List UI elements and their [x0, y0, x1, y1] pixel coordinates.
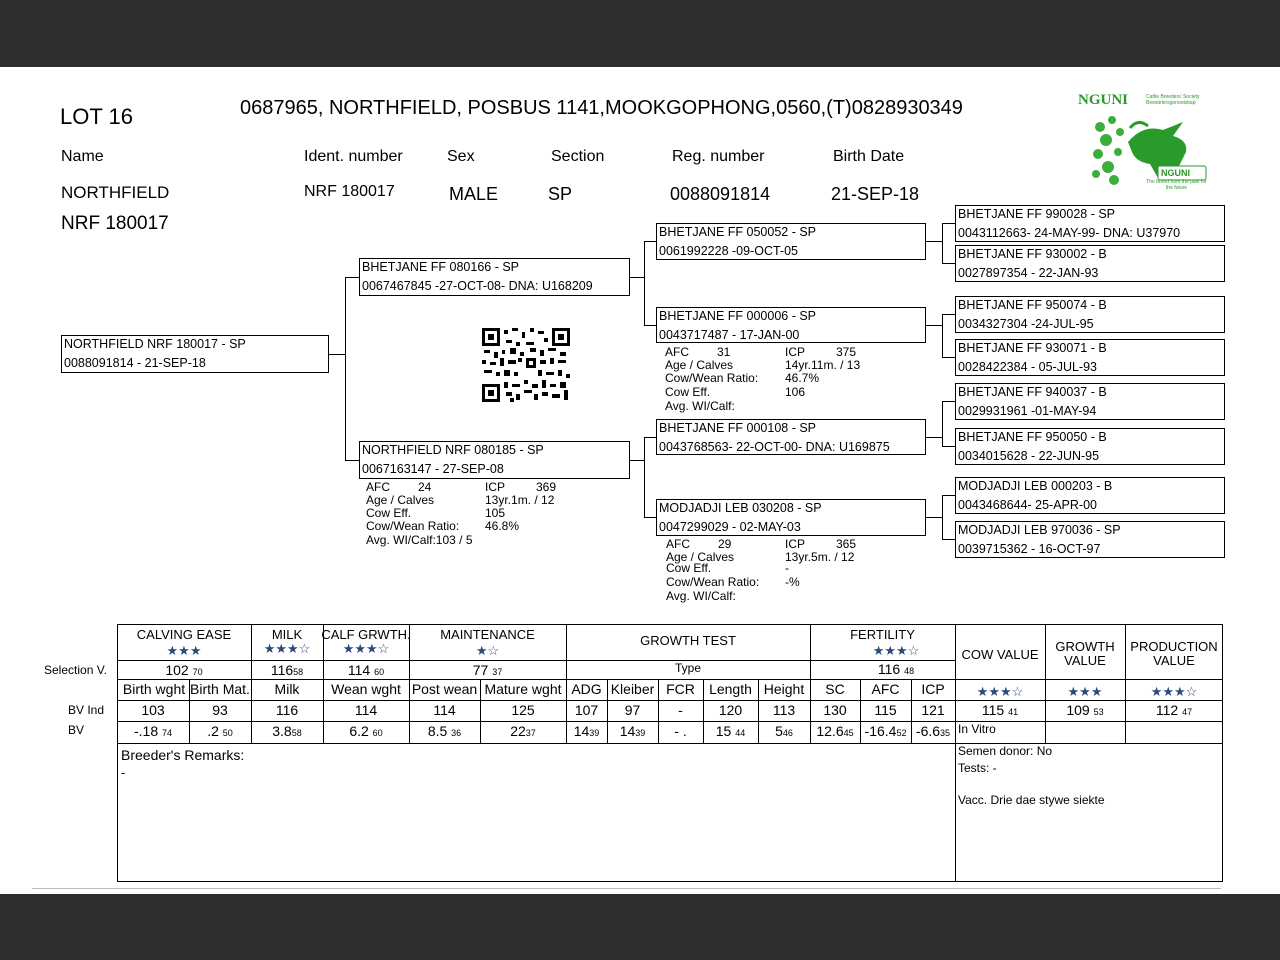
sel-fertility: 116 48 [877, 661, 915, 677]
bottom-divider [32, 888, 1221, 889]
label-sex: Sex [447, 148, 475, 165]
stars-maintenance: ★☆ [475, 643, 500, 658]
animal-name-2: NRF 180017 [61, 213, 169, 234]
bv-wean-weight: 6.2 60 [349, 723, 383, 739]
stars-calving: ★★★ [166, 643, 202, 658]
pedigree-sire: BHETJANE FF 080166 - SP 0067467845 -27-OCT-08- DNA: U168209 [359, 258, 630, 296]
col-length: Length [709, 681, 752, 697]
stars-calf: ★★★☆ [342, 641, 390, 656]
bvind-afc: 115 [874, 702, 897, 718]
pedigree-dam-dam: MODJADJI LEB 030208 - SP 0047299029 - 02-MAY-03 [656, 499, 926, 536]
animal-sex: MALE [449, 184, 499, 204]
bvind-height: 113 [772, 702, 796, 718]
label-reg: Reg. number [672, 148, 765, 165]
group-milk: MILK [271, 627, 303, 642]
bv-length: 15 44 [715, 723, 746, 739]
stars-growth-value: ★★★ [1067, 684, 1103, 699]
group-cow-value: COW VALUE [961, 647, 1039, 662]
group-calving-ease: CALVING EASE [136, 627, 232, 642]
col-height: Height [763, 681, 805, 697]
stars-milk: ★★★☆ [263, 641, 311, 656]
lot-number: LOT 16 [60, 104, 133, 129]
label-birth: Birth Date [833, 148, 905, 165]
label-ident: Ident. number [304, 148, 403, 165]
group-growth-value: GROWTH VALUE [1055, 639, 1115, 668]
bvind-fcr: - [678, 702, 683, 718]
group-fertility: FERTILITY [850, 627, 915, 642]
bvind-post-wean: 114 [433, 702, 456, 718]
row-label-bv: BV [68, 723, 85, 737]
col-fcr: FCR [666, 681, 695, 697]
in-vitro: In Vitro [958, 722, 996, 736]
stars-fertility: ★★★☆ [872, 643, 920, 658]
bv-adg: 1439 [573, 723, 600, 739]
evaluation-table [117, 624, 1223, 882]
row-label-bv-ind: BV Ind [68, 703, 105, 717]
sel-maint: 77 37 [472, 662, 503, 678]
nguni-logo: NGUNI Cattle Breeders' Society Beestelersgenootskap NGUNI The breed from the past for the future [1078, 92, 1207, 191]
pedigree-sds: BHETJANE FF 950074 - B 0034327304 -24-JUL-95 [955, 296, 1225, 333]
vaccination: Vacc. Drie dae stywe siekte [958, 793, 1105, 807]
bv-icp: -6.635 [915, 723, 951, 739]
pedigree-ddd: MODJADJI LEB 970036 - SP 0039715362 - 16-OCT-97 [955, 521, 1225, 558]
row-label-selection: Selection V. [44, 663, 107, 677]
bvind-sc: 130 [823, 702, 847, 718]
sel-calving: 102 70 [165, 662, 203, 678]
bvind-icp: 121 [921, 702, 945, 718]
stars-cow-value: ★★★☆ [976, 684, 1024, 699]
pedigree-dds: MODJADJI LEB 000203 - B 0043468644- 25-APR-00 [955, 477, 1225, 514]
pedigree-sss: BHETJANE FF 990028 - SP 0043112663- 24-MAY-99- DNA: U37970 [955, 205, 1225, 242]
label-section: Section [551, 148, 605, 165]
remarks-text: - [121, 765, 126, 780]
col-mature-weight: Mature wght [484, 681, 562, 697]
group-maintenance: MAINTENANCE [440, 627, 535, 642]
pedigree-sire-sire: BHETJANE FF 050052 - SP 0061992228 -09-OCT-05 [656, 223, 926, 260]
bvind-milk: 116 [275, 702, 299, 718]
stars-production-value: ★★★☆ [1150, 684, 1198, 699]
bvind-adg: 107 [574, 702, 599, 718]
bvind-birth-mat: 93 [212, 702, 228, 718]
col-sc: SC [825, 681, 845, 697]
col-wean-weight: Wean wght [331, 681, 401, 697]
bvind-production-value: 112 47 [1155, 702, 1193, 718]
animal-birth: 21-SEP-18 [831, 184, 920, 204]
group-production-value: PRODUCTION VALUE [1130, 639, 1218, 668]
col-birth-mat: Birth Mat. [190, 681, 250, 697]
pedigree-dam: NORTHFIELD NRF 080185 - SP 0067163147 - 27-SEP-08 [359, 441, 630, 479]
animal-reg: 0088091814 [670, 184, 771, 204]
bvind-length: 120 [718, 702, 743, 718]
col-adg: ADG [571, 681, 602, 697]
semen-donor: Semen donor: No [958, 744, 1053, 758]
bv-post-wean: 8.5 36 [427, 723, 462, 739]
animal-ident: NRF 180017 [304, 183, 395, 200]
col-milk: Milk [274, 681, 300, 697]
bvind-birth-weight: 103 [141, 702, 165, 718]
bv-milk: 3.858 [272, 723, 302, 739]
bv-height: 546 [775, 723, 793, 739]
remarks-label: Breeder's Remarks: [121, 747, 245, 763]
qr-code-icon [482, 328, 570, 402]
sel-calf: 114 60 [347, 662, 385, 678]
bv-birth-mat: .2 50 [207, 723, 233, 739]
owner-info: 0687965, NORTHFIELD, POSBUS 1141,MOOKGOPHONG,0560,(T)0828930349 [240, 97, 963, 119]
bv-sc: 12.645 [816, 723, 854, 739]
bvind-growth-value: 109 53 [1066, 702, 1104, 718]
col-icp: ICP [921, 681, 945, 697]
bv-fcr: - . [674, 723, 687, 739]
group-growth-test: GROWTH TEST [640, 633, 736, 648]
col-birth-weight: Birth wght [122, 681, 186, 697]
bv-mature-weight: 2237 [510, 723, 536, 739]
bv-afc: -16.452 [864, 723, 907, 739]
bv-birth-weight: -.18 74 [133, 723, 173, 739]
sel-milk: 11658 [270, 662, 304, 678]
pedigree-ssd: BHETJANE FF 930002 - B 0027897354 - 22-JAN-93 [955, 245, 1225, 282]
pedigree-dsd: BHETJANE FF 950050 - B 0034015628 - 22-JUN-95 [955, 428, 1225, 465]
pedigree-dss: BHETJANE FF 940037 - B 0029931961 -01-MAY-94 [955, 383, 1225, 420]
pedigree-dam-sire: BHETJANE FF 000108 - SP 0043768563- 22-OCT-00- DNA: U169875 [656, 419, 926, 455]
animal-section: SP [548, 184, 573, 204]
bvind-mature-weight: 125 [511, 702, 535, 718]
bvind-cow-value: 115 41 [981, 702, 1019, 718]
col-afc: AFC [871, 681, 900, 697]
label-name: Name [61, 148, 104, 165]
sel-growth-type: Type [674, 661, 701, 675]
pedigree-subject: NORTHFIELD NRF 180017 - SP 0088091814 - 21-SEP-18 [61, 335, 329, 373]
animal-name: NORTHFIELD [61, 183, 170, 202]
bvind-wean-weight: 114 [354, 702, 378, 718]
bvind-kleiber: 97 [624, 702, 641, 718]
bv-kleiber: 1439 [619, 723, 646, 739]
pedigree-page: LOT 16 0687965, NORTHFIELD, POSBUS 1141,MOOKGOPHONG,0560,(T)0828930349 NGUNI Cattle Breeders' Society Beestelersgenootskap NGUNI The breed from the past for the future Name Ident. number Sex Section Reg. number Birth Date NORTHFIELD NRF 180017 NRF 180017 MALE SP 0088091814 21-SEP-18 NORTHFIELD NRF 180017 - SP 0088091814 - 21-SEP-18 BHETJANE FF 080166 - SP 0067467845 -27-OCT-08- DNA: U168209 NORTHFIELD NRF 080185 - SP 0067163147 - 27-SEP-08 BHETJANE FF 050052 - SP 0061992228 -09-OCT-05 BHETJANE FF 000006 - SP 0043717487 - 17-JAN-00 BHETJANE FF 000108 - SP 0043768563- 22-OCT-00- DNA: U169875 MODJADJI LEB 030208 - SP 0047299029 - 02-MAY-03 BHETJANE FF 990028 - SP 0043112663- 24-MAY-99- DNA: U37970 BHETJANE FF 930002 - B 0027897354 - 22-JAN-93 BHETJANE FF 950074 - B 0034327304 -24-JUL-95 BHETJANE FF 930071 - B 0028422384 - 05-JUL-93 BHETJANE FF 940037 - B 0029931961 -01-MAY-94 BHETJANE FF 950050 - B 0034015628 - 22-JUN-95 MODJADJI LEB 000203 - B 0043468644- 25-APR-00 MODJADJI LEB 970036 - SP 0039715362 - 16-OCT-97 AFC 31 ICP 375 Age / Calves 14yr.11m. / 13 Cow/Wean Ratio: 46.7% Cow Eff. 106 Avg. WI/Calf: AFC 24 ICP 369 Age / Calves 13yr.1m. / 12 Cow Eff. 105 Cow/Wean Ratio: 46.8% Avg. WI/Calf:103 / 5 AFC 29 ICP 365 Age / Calves 13yr.5m. / 12 Cow Eff. - Cow/Wean Ratio: -% Avg. WI/Calf: Selection V. BV Ind BV CALVING EASE ★★★ MILK ★★★☆ CALF GRWTH. ★★★☆ MAINTENANCE ★☆ GROWTH TEST FERTILITY ★★★☆ COW VALUE GROWTH VALUE PRODUCTION VALUE 102 70 11658 114 60 77 37 Type 116 48 ★★★☆ ★★★ ★★★☆ Birth wght Birth Mat. Milk Wean wght Post wean Mature wght ADG Kleiber FCR Length Height SC AFC ICP 103 93 116 114 114 125 107 97 - 120 113 130 115 121 115 41 109 53 112 47 -.18 74 .2 50 3.858 6.2 60 8.5 36 2237 1439 1439 - . 15 44 546 12.645 -16.452 -6.635 In Vitro Breeder's Remarks: - Semen donor: No Tests: - Vacc. Drie dae stywe siekte [0, 67, 1280, 894]
col-post-wean: Post wean [411, 681, 478, 697]
col-kleiber: Kleiber [610, 681, 655, 697]
tests: Tests: - [958, 761, 997, 775]
group-calf-growth: CALF GRWTH. [321, 627, 411, 642]
pedigree-sire-dam: BHETJANE FF 000006 - SP 0043717487 - 17-JAN-00 [656, 307, 926, 343]
pedigree-sdd: BHETJANE FF 930071 - B 0028422384 - 05-JUL-93 [955, 339, 1225, 376]
